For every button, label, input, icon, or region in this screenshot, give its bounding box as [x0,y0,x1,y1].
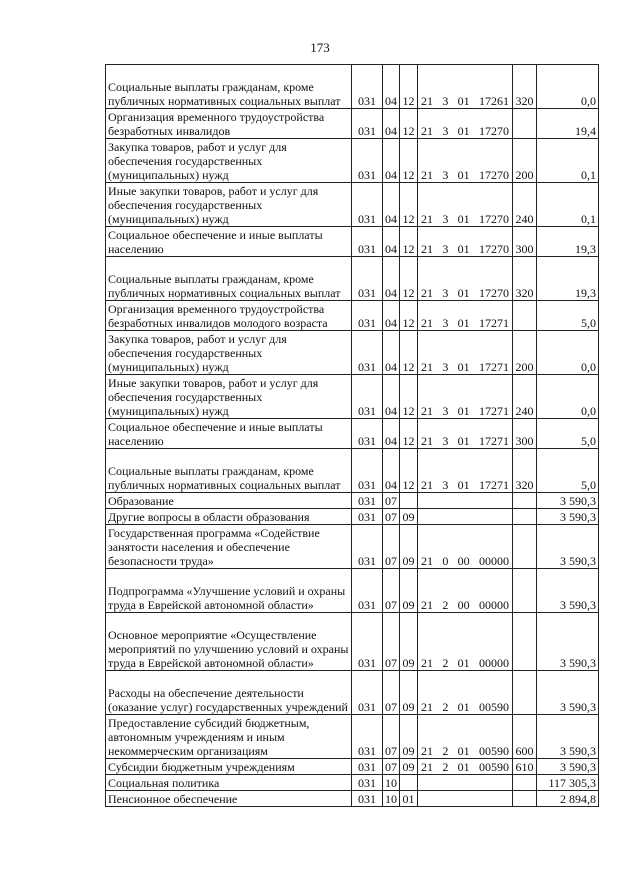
target-subprogram: 3 [442,124,449,138]
ministry-code: 031 [352,715,383,759]
target-program: 21 [421,554,433,568]
amount: 5,0 [537,301,599,331]
ministry-code: 031 [352,331,383,375]
ministry-code: 031 [352,301,383,331]
expense-type-code [513,301,537,331]
ministry-code: 031 [352,257,383,301]
expense-type-code: 320 [513,449,537,493]
ministry-code: 031 [352,775,383,791]
target-event: 01 [457,656,470,670]
target-event: 01 [457,760,470,774]
table-row [106,715,599,759]
row-name: Социальные выплаты гражданам, кроме публичных нормативных социальных выплат [106,449,352,493]
target-direction: 00590 [478,760,509,774]
expense-type-code: 240 [513,183,537,227]
ministry-code: 031 [352,109,383,139]
subsection-code: 09 [400,671,418,715]
target-subprogram: 2 [442,656,449,670]
target-program: 21 [421,478,433,492]
row-name: Иные закупки товаров, работ и услуг для обеспечения государственных (муниципальных) нужд [106,375,352,419]
budget-table [105,64,599,807]
target-article-code [418,525,513,569]
row-name: Субсидии бюджетным учреждениям [106,759,352,775]
target-program: 21 [421,744,433,758]
expense-type-code [513,493,537,509]
target-article-code [418,509,513,525]
target-program: 21 [421,760,433,774]
table-row [106,509,599,525]
target-direction: 00590 [478,700,509,714]
amount: 19,3 [537,257,599,301]
expense-type-code [513,791,537,807]
target-program: 21 [421,360,433,374]
target-direction: 17270 [478,212,509,226]
subsection-code [400,775,418,791]
table-row [106,301,599,331]
table-row [106,449,599,493]
subsection-code: 12 [400,65,418,109]
section-code: 04 [383,227,400,257]
target-subprogram: 3 [442,242,449,256]
target-direction: 17270 [478,242,509,256]
expense-type-code [513,109,537,139]
subsection-code: 09 [400,715,418,759]
target-direction: 00000 [478,554,509,568]
amount: 3 590,3 [537,613,599,671]
target-program: 21 [421,124,433,138]
table-row [106,569,599,613]
target-event: 01 [457,212,470,226]
subsection-code: 09 [400,759,418,775]
amount: 2 894,8 [537,791,599,807]
ministry-code: 031 [352,791,383,807]
expense-type-code: 320 [513,65,537,109]
target-event: 01 [457,286,470,300]
target-program: 21 [421,434,433,448]
target-event: 01 [457,124,470,138]
target-event: 01 [457,478,470,492]
subsection-code: 09 [400,569,418,613]
expense-type-code: 610 [513,759,537,775]
target-article-code [418,301,513,331]
target-subprogram: 3 [442,434,449,448]
target-article-code [418,109,513,139]
subsection-code: 12 [400,449,418,493]
target-article-code [418,715,513,759]
target-event: 00 [457,598,470,612]
target-event: 01 [457,434,470,448]
row-name: Предоставление субсидий бюджетным, автономным учреждениям и иным некоммерческим организациям [106,715,352,759]
amount: 5,0 [537,419,599,449]
table-row [106,227,599,257]
subsection-code: 09 [400,613,418,671]
amount: 0,0 [537,65,599,109]
target-subprogram: 2 [442,760,449,774]
ministry-code: 031 [352,419,383,449]
section-code: 07 [383,613,400,671]
target-event: 01 [457,316,470,330]
expense-type-code: 300 [513,227,537,257]
expense-type-code [513,509,537,525]
amount: 5,0 [537,449,599,493]
table-row [106,331,599,375]
target-direction: 00000 [478,656,509,670]
table-row [106,791,599,807]
target-event: 01 [457,404,470,418]
target-event: 01 [457,700,470,714]
target-subprogram: 3 [442,316,449,330]
target-program: 21 [421,404,433,418]
target-event: 01 [457,360,470,374]
section-code: 07 [383,715,400,759]
target-article-code [418,493,513,509]
subsection-code: 12 [400,183,418,227]
target-article-code [418,613,513,671]
target-program: 21 [421,168,433,182]
subsection-code: 12 [400,139,418,183]
target-article-code [418,671,513,715]
amount: 19,4 [537,109,599,139]
target-program: 21 [421,598,433,612]
target-event: 00 [457,554,470,568]
ministry-code: 031 [352,449,383,493]
table-row [106,183,599,227]
section-code: 04 [383,375,400,419]
expense-type-code: 240 [513,375,537,419]
target-subprogram: 0 [442,554,449,568]
table-row [106,419,599,449]
section-code: 07 [383,759,400,775]
target-article-code [418,257,513,301]
subsection-code: 01 [400,791,418,807]
expense-type-code [513,613,537,671]
target-article-code [418,419,513,449]
table-row [106,65,599,109]
amount: 3 590,3 [537,671,599,715]
amount: 3 590,3 [537,569,599,613]
subsection-code: 12 [400,301,418,331]
target-article-code [418,449,513,493]
section-code: 04 [383,65,400,109]
target-article-code [418,791,513,807]
section-code: 07 [383,569,400,613]
target-event: 01 [457,744,470,758]
section-code: 10 [383,791,400,807]
section-code: 10 [383,775,400,791]
row-name: Иные закупки товаров, работ и услуг для обеспечения государственных (муниципальных) нужд [106,183,352,227]
section-code: 04 [383,257,400,301]
target-article-code [418,569,513,613]
target-event: 01 [457,94,470,108]
target-article-code [418,775,513,791]
expense-type-code: 320 [513,257,537,301]
subsection-code: 12 [400,419,418,449]
target-program: 21 [421,316,433,330]
section-code: 07 [383,671,400,715]
subsection-code [400,493,418,509]
row-name: Закупка товаров, работ и услуг для обеспечения государственных (муниципальных) нужд [106,331,352,375]
target-subprogram: 3 [442,404,449,418]
section-code: 04 [383,183,400,227]
target-direction: 17271 [478,404,509,418]
row-name: Организация временного трудоустройства безработных инвалидов [106,109,352,139]
table-row [106,139,599,183]
section-code: 07 [383,493,400,509]
table-row [106,613,599,671]
target-direction: 17261 [478,94,509,108]
amount: 19,3 [537,227,599,257]
amount: 0,0 [537,331,599,375]
subsection-code: 12 [400,227,418,257]
target-article-code [418,183,513,227]
target-program: 21 [421,286,433,300]
amount: 0,1 [537,183,599,227]
subsection-code: 12 [400,331,418,375]
target-subprogram: 3 [442,478,449,492]
table-row [106,525,599,569]
ministry-code: 031 [352,671,383,715]
target-program: 21 [421,212,433,226]
target-program: 21 [421,242,433,256]
target-article-code [418,139,513,183]
amount: 0,0 [537,375,599,419]
amount: 3 590,3 [537,525,599,569]
expense-type-code [513,569,537,613]
page-number: 173 [310,40,330,55]
target-subprogram: 2 [442,744,449,758]
section-code: 04 [383,301,400,331]
row-name: Пенсионное обеспечение [106,791,352,807]
subsection-code: 09 [400,509,418,525]
subsection-code: 12 [400,109,418,139]
target-article-code [418,331,513,375]
ministry-code: 031 [352,227,383,257]
target-article-code [418,227,513,257]
amount: 3 590,3 [537,759,599,775]
target-program: 21 [421,700,433,714]
target-direction: 17271 [478,316,509,330]
section-code: 07 [383,509,400,525]
section-code: 04 [383,419,400,449]
target-event: 01 [457,168,470,182]
ministry-code: 031 [352,375,383,419]
expense-type-code [513,775,537,791]
target-article-code [418,65,513,109]
target-direction: 17270 [478,168,509,182]
row-name: Организация временного трудоустройства безработных инвалидов молодого возраста [106,301,352,331]
subsection-code: 12 [400,257,418,301]
expense-type-code [513,671,537,715]
row-name: Социальные выплаты гражданам, кроме публичных нормативных социальных выплат [106,65,352,109]
budget-table-body [106,65,599,807]
target-article-code [418,375,513,419]
subsection-code: 09 [400,525,418,569]
table-row [106,109,599,139]
row-name: Подпрограмма «Улучшение условий и охраны труда в Еврейской автономной области» [106,569,352,613]
target-subprogram: 2 [442,700,449,714]
target-direction: 17271 [478,360,509,374]
amount: 3 590,3 [537,715,599,759]
row-name: Социальное обеспечение и иные выплаты населению [106,419,352,449]
expense-type-code: 200 [513,139,537,183]
target-program: 21 [421,656,433,670]
table-row [106,257,599,301]
ministry-code: 031 [352,509,383,525]
target-direction: 00590 [478,744,509,758]
section-code: 04 [383,109,400,139]
target-direction: 17270 [478,124,509,138]
table-row [106,759,599,775]
ministry-code: 031 [352,183,383,227]
row-name: Образование [106,493,352,509]
row-name: Социальные выплаты гражданам, кроме публичных нормативных социальных выплат [106,257,352,301]
section-code: 07 [383,525,400,569]
target-subprogram: 3 [442,360,449,374]
expense-type-code: 600 [513,715,537,759]
table-row [106,671,599,715]
section-code: 04 [383,449,400,493]
amount: 117 305,3 [537,775,599,791]
row-name: Социальная политика [106,775,352,791]
target-subprogram: 3 [442,168,449,182]
ministry-code: 031 [352,525,383,569]
expense-type-code [513,525,537,569]
row-name: Закупка товаров, работ и услуг для обеспечения государственных (муниципальных) нужд [106,139,352,183]
table-row [106,775,599,791]
section-code: 04 [383,139,400,183]
expense-type-code: 200 [513,331,537,375]
target-subprogram: 3 [442,212,449,226]
target-direction: 17270 [478,286,509,300]
table-row [106,493,599,509]
target-program: 21 [421,94,433,108]
ministry-code: 031 [352,139,383,183]
subsection-code: 12 [400,375,418,419]
target-direction: 17271 [478,434,509,448]
expense-type-code: 300 [513,419,537,449]
target-subprogram: 2 [442,598,449,612]
amount: 3 590,3 [537,509,599,525]
ministry-code: 031 [352,65,383,109]
ministry-code: 031 [352,613,383,671]
amount: 0,1 [537,139,599,183]
target-subprogram: 3 [442,286,449,300]
ministry-code: 031 [352,759,383,775]
amount: 3 590,3 [537,493,599,509]
table-row [106,375,599,419]
row-name: Расходы на обеспечение деятельности (оказание услуг) государственных учреждений [106,671,352,715]
row-name: Государственная программа «Содействие занятости населения и обеспечение безопасности труда» [106,525,352,569]
row-name: Социальное обеспечение и иные выплаты населению [106,227,352,257]
target-direction: 00000 [478,598,509,612]
ministry-code: 031 [352,569,383,613]
row-name: Другие вопросы в области образования [106,509,352,525]
target-article-code [418,759,513,775]
target-subprogram: 3 [442,94,449,108]
section-code: 04 [383,331,400,375]
row-name: Основное мероприятие «Осуществление мероприятий по улучшению условий и охраны труда в Еврейской автономной области» [106,613,352,671]
ministry-code: 031 [352,493,383,509]
target-direction: 17271 [478,478,509,492]
target-event: 01 [457,242,470,256]
